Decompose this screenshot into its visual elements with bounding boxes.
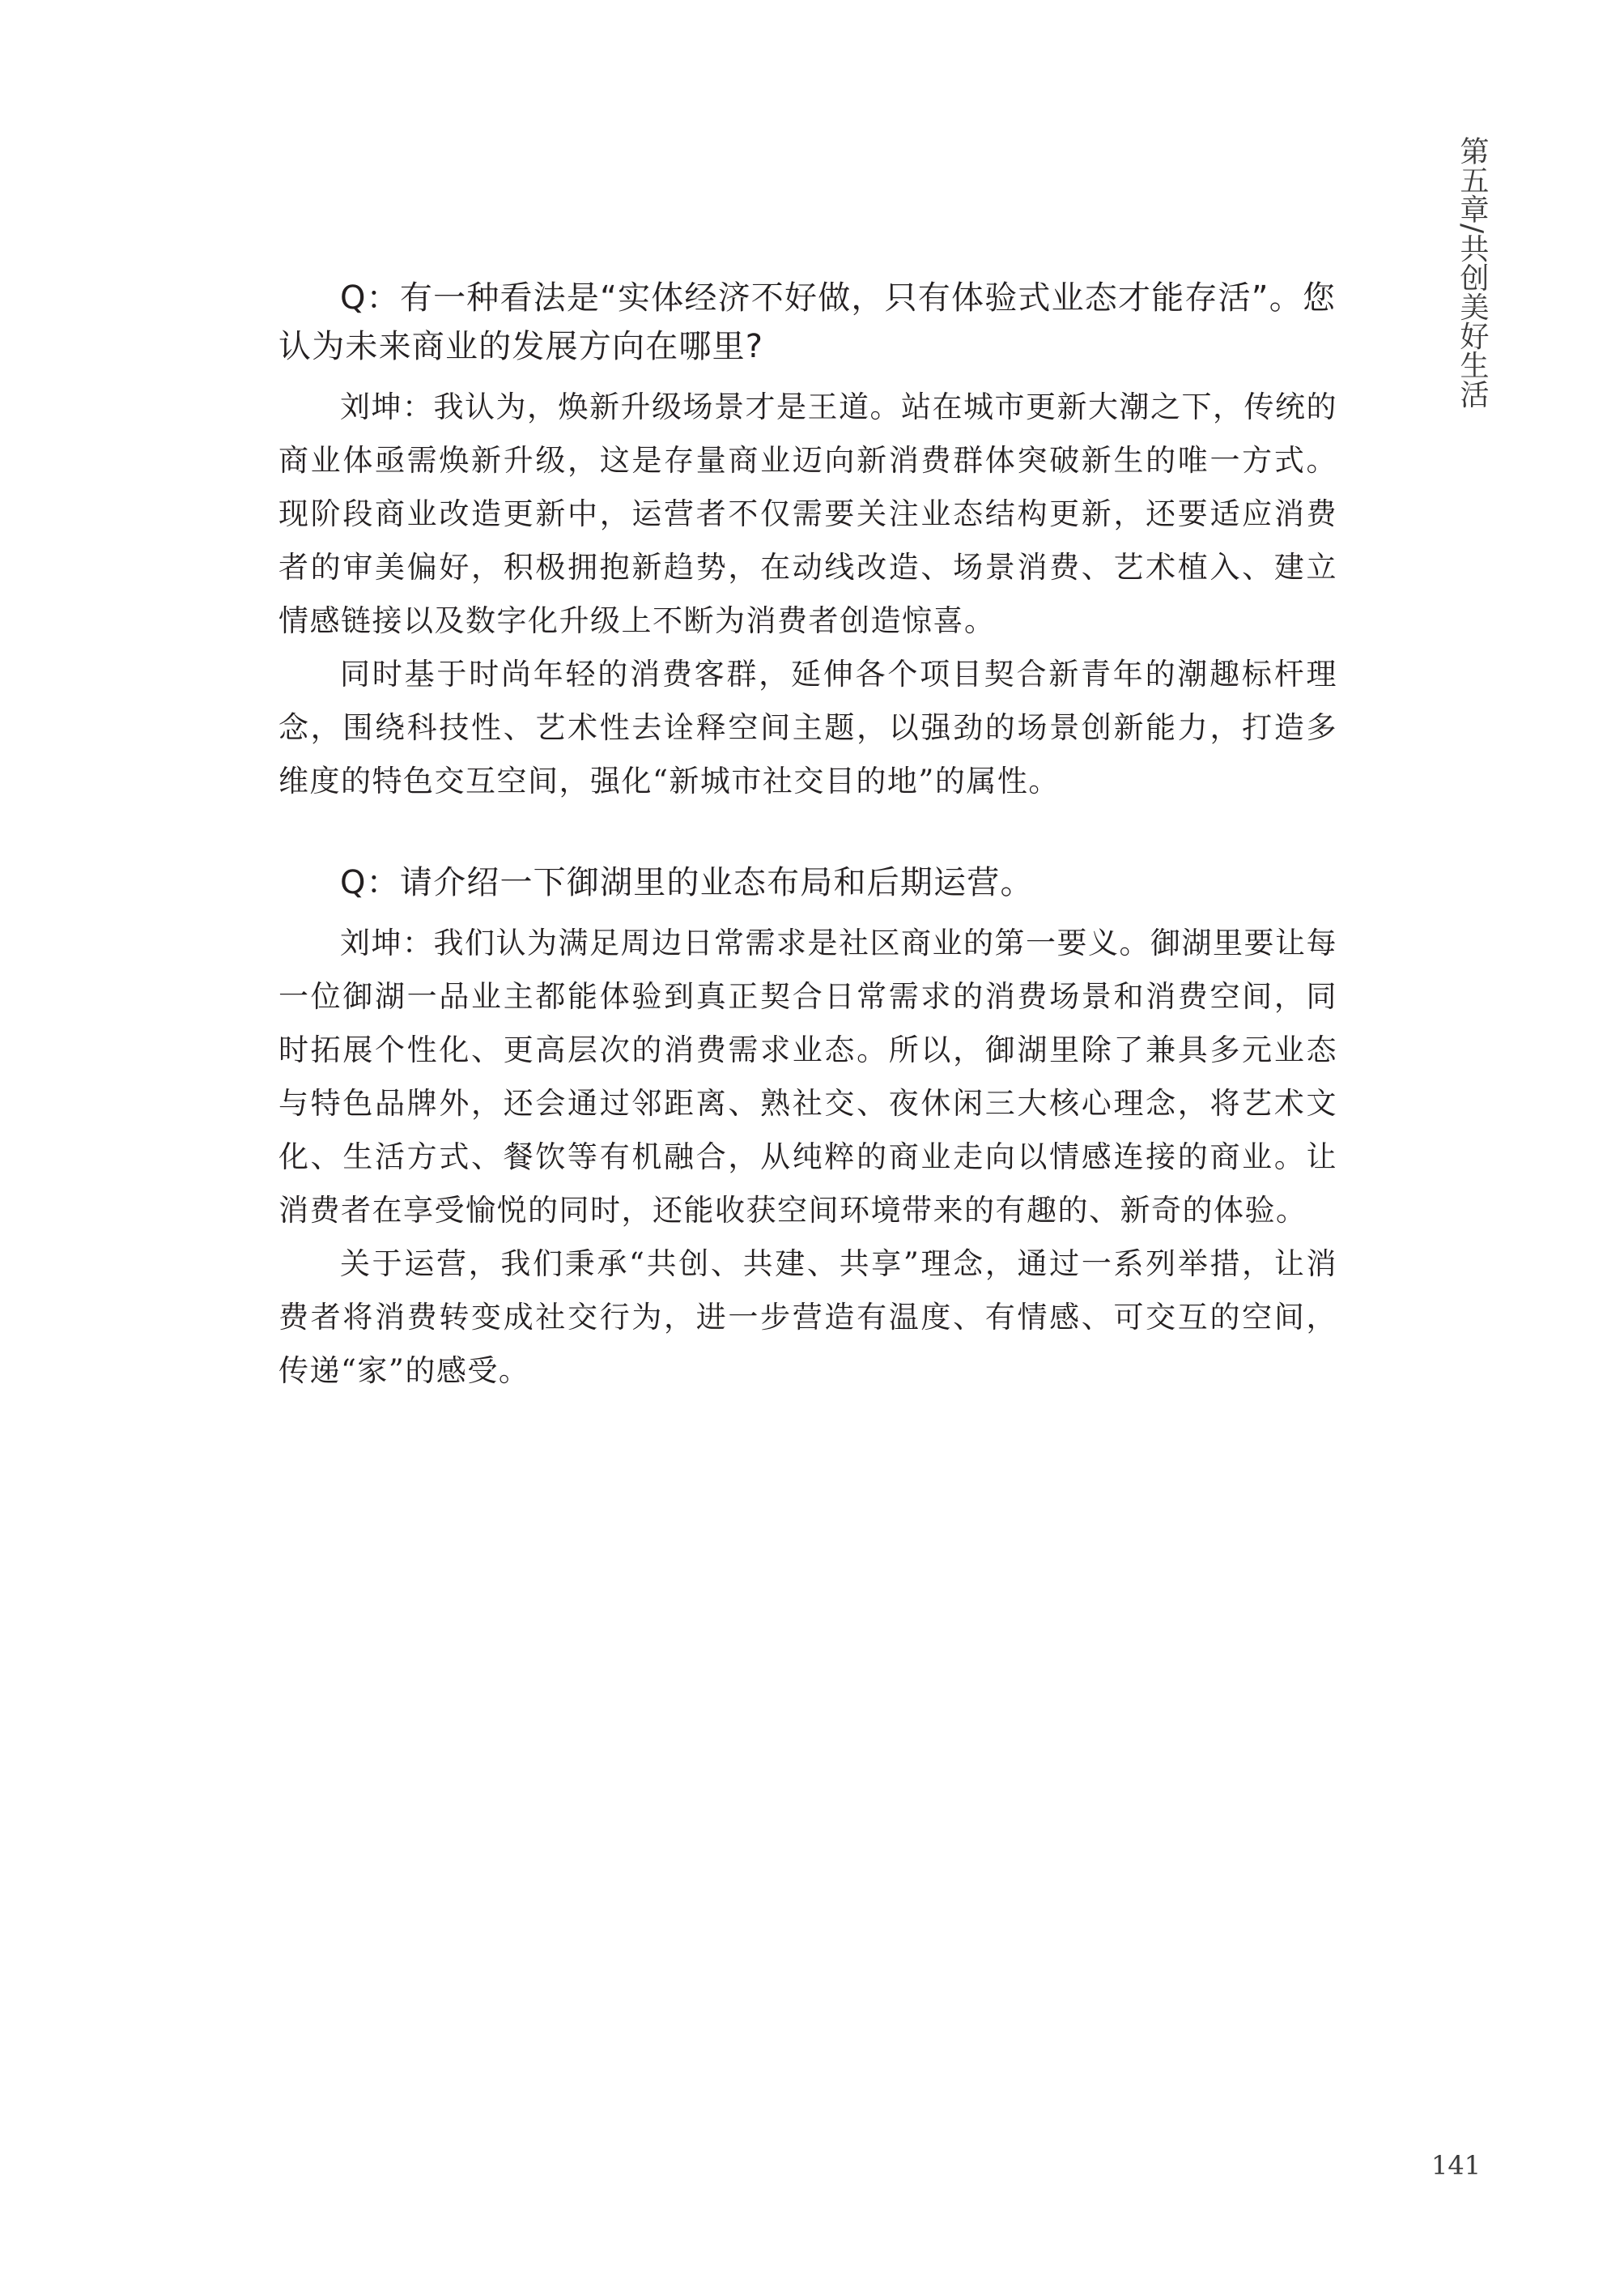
answer-1-paragraph-2: 同时基于时尚年轻的消费客群，延伸各个项目契合新青年的潮趣标杆理念，围绕科技性、艺术性去诠释空间主题，以强劲的场景创新能力，打造多维度的特色交互空间，强化“新城市社交目的地”的属性。: [278, 657, 1337, 798]
chapter-label: 第五章: [1456, 136, 1489, 224]
section-label: 共创美好生活: [1456, 233, 1489, 409]
answer-1-paragraph-1: 刘坤：我认为，焕新升级场景才是王道。站在城市更新大潮之下，传统的商业体亟需焕新升级，这是存量商业迈向新消费群体突破新生的唯一方式。现阶段商业改造更新中，运营者不仅需要关注业态结构更新，还要适应消费者的审美偏好，积极拥抱新趋势，在动线改造、场景消费、艺术植入、建立情感链接以及数字化升级上不断为消费者创造惊喜。: [278, 390, 1337, 638]
answer-2-paragraph-1: 刘坤：我们认为满足周边日常需求是社区商业的第一要义。御湖里要让每一位御湖一品业主都能体验到真正契合日常需求的消费场景和消费空间，同时拓展个性化、更高层次的消费需求业态。所以，御湖里除了兼具多元业态与特色品牌外，还会通过邻距离、熟社交、夜休闲三大核心理念，将艺术文化、生活方式、餐饮等有机融合，从纯粹的商业走向以情感连接的商业。让消费者在享受愉悦的同时，还能收获空间环境带来的有趣的、新奇的体验。: [278, 926, 1337, 1228]
main-text: [278, 274, 1337, 1398]
page-number: 141: [1431, 2150, 1482, 2181]
question-1: Q：有一种看法是“实体经济不好做，只有体验式业态才能存活”。您认为未来商业的发展方向在哪里?: [278, 279, 1337, 365]
header-separator: /: [1456, 224, 1489, 234]
question-2: Q：请介绍一下御湖里的业态布局和后期运营。: [340, 864, 1034, 901]
answer-2-paragraph-2: 关于运营，我们秉承“共创、共建、共享”理念，通过一系列举措，让消费者将消费转变成社交行为，进一步营造有温度、有情感、可交互的空间，传递“家”的感受。: [278, 1246, 1337, 1388]
running-header: [1439, 136, 1488, 408]
